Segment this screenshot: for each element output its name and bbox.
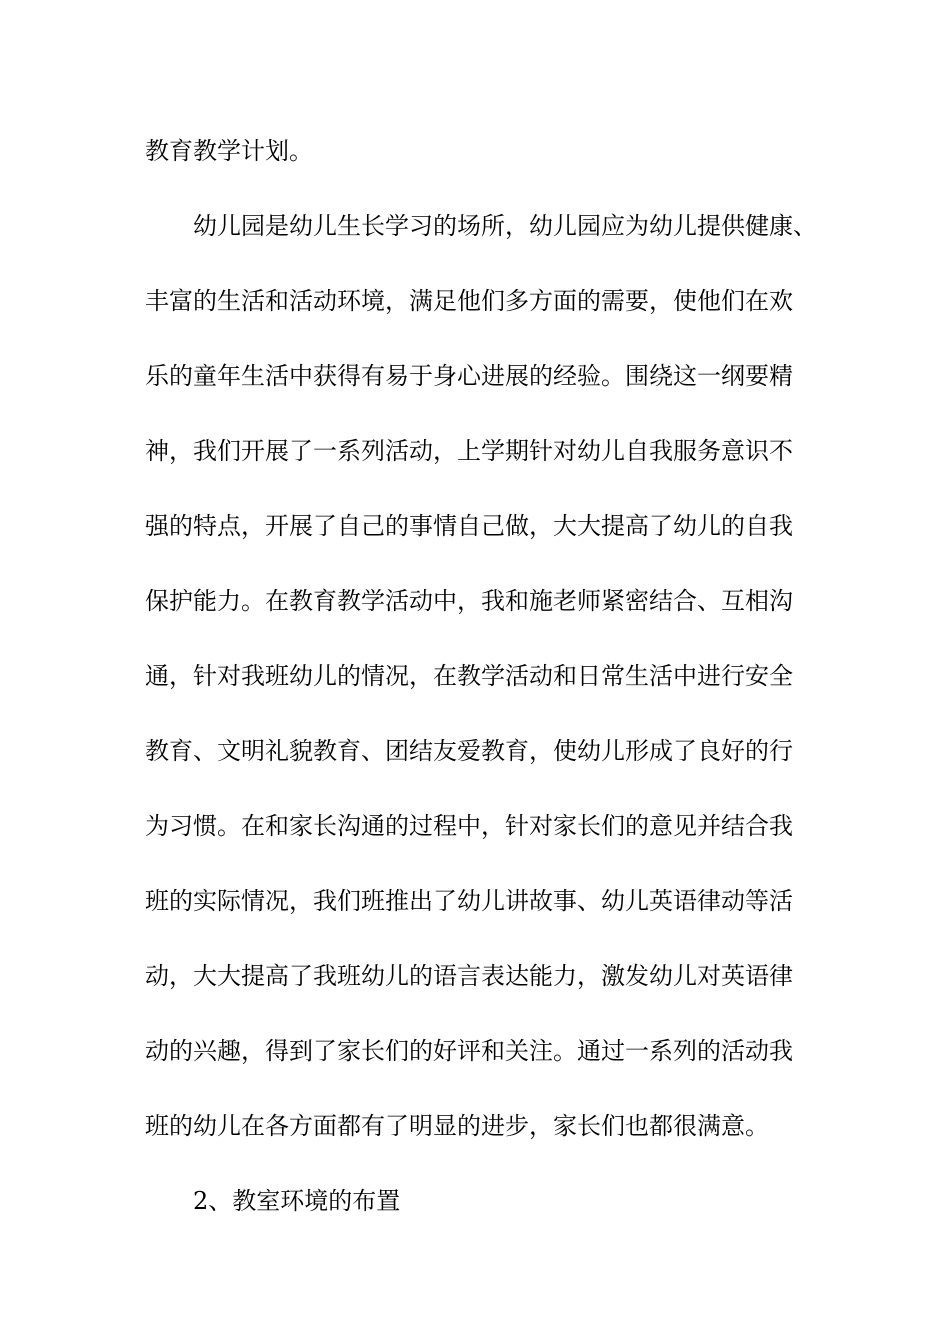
text-line: 教育教学计划。 [145, 137, 313, 165]
text-line: 班的实际情况，我们班推出了幼儿讲故事、幼儿英语律动等活 [145, 887, 793, 915]
text-line: 为习惯。在和家长沟通的过程中，针对家长们的意见并结合我 [145, 812, 793, 840]
text-line: 强的特点，开展了自己的事情自己做，大大提高了幼儿的自我 [145, 512, 793, 540]
text-line: 动的兴趣，得到了家长们的好评和关注。通过一系列的活动我 [145, 1037, 793, 1065]
text-line: 通，针对我班幼儿的情况，在教学活动和日常生活中进行安全 [145, 662, 793, 690]
text-line: 保护能力。在教育教学活动中，我和施老师紧密结合、互相沟 [145, 587, 793, 615]
text-line: 教育、文明礼貌教育、团结友爱教育，使幼儿形成了良好的行 [145, 737, 793, 765]
section-heading: 2、教室环境的布置 [193, 1187, 401, 1215]
paragraph-first-line: 幼儿园是幼儿生长学习的场所，幼儿园应为幼儿提供健康、 [193, 212, 817, 240]
text-line: 乐的童年生活中获得有易于身心进展的经验。围绕这一纲要精 [145, 362, 793, 390]
text-line: 丰富的生活和活动环境，满足他们多方面的需要，使他们在欢 [145, 287, 793, 315]
text-line: 班的幼儿在各方面都有了明显的进步，家长们也都很满意。 [145, 1112, 769, 1140]
text-line: 神，我们开展了一系列活动，上学期针对幼儿自我服务意识不 [145, 437, 793, 465]
text-line: 动，大大提高了我班幼儿的语言表达能力，激发幼儿对英语律 [145, 962, 793, 990]
